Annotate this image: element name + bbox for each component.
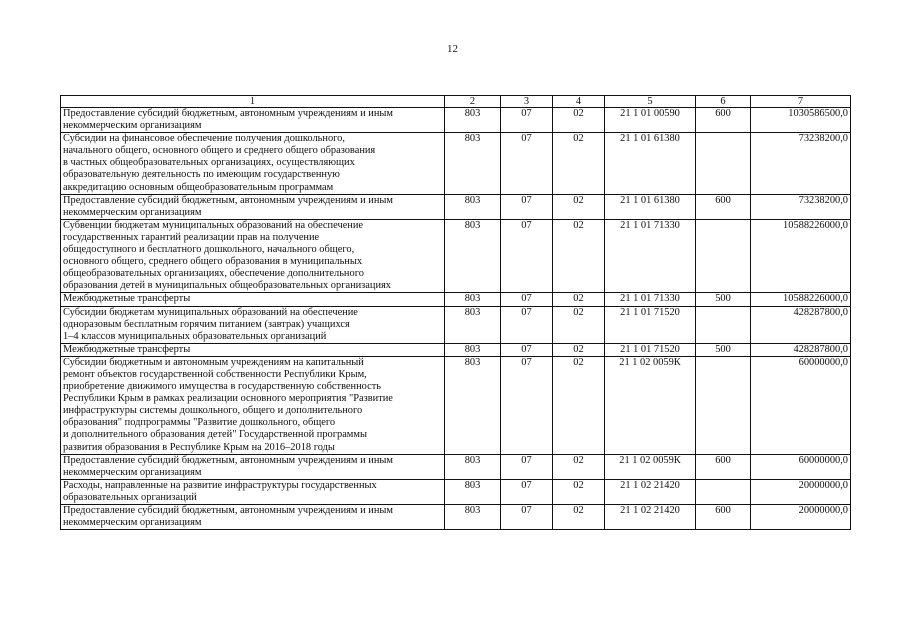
row-admin-code: 803 — [445, 479, 501, 504]
row-target-code: 21 1 02 21420 — [605, 479, 696, 504]
row-section: 07 — [501, 306, 553, 343]
row-target-code: 21 1 01 71520 — [605, 306, 696, 343]
row-expense-type: 600 — [696, 505, 751, 530]
row-expense-type: 500 — [696, 293, 751, 306]
header-row — [61, 96, 851, 108]
row-amount: 73238200,0 — [751, 133, 851, 194]
column-header-1: 1 — [61, 96, 445, 108]
column-header-5: 5 — [605, 96, 696, 108]
row-target-code: 21 1 02 0059К — [605, 356, 696, 454]
row-admin-code: 803 — [445, 108, 501, 133]
row-target-code: 21 1 01 00590 — [605, 108, 696, 133]
row-name: Субсидии на финансовое обеспечение получения дошкольного, начального общего, основного общего и среднего общего образования в частных общеобразовательных организациях, осуществляющих образовательную деятельность по имеющим государственную аккредитацию основным общеобразовательным программам — [61, 133, 445, 194]
row-section: 07 — [501, 505, 553, 530]
page-number: 12 — [447, 43, 458, 55]
row-expense-type: 600 — [696, 108, 751, 133]
row-expense-type — [696, 356, 751, 454]
row-target-code: 21 1 01 61380 — [605, 133, 696, 194]
row-section: 07 — [501, 479, 553, 504]
row-expense-type — [696, 133, 751, 194]
row-expense-type: 600 — [696, 454, 751, 479]
row-amount: 20000000,0 — [751, 479, 851, 504]
row-name: Субсидии бюджетам муниципальных образований на обеспечение одноразовым бесплатным горячим питанием (завтрак) учащихся 1–4 классов муниципальных образовательных организаций — [61, 306, 445, 343]
table-row — [61, 505, 851, 530]
row-subsection: 02 — [553, 219, 605, 293]
row-expense-type — [696, 306, 751, 343]
row-section: 07 — [501, 343, 553, 356]
row-amount: 428287800,0 — [751, 306, 851, 343]
row-admin-code: 803 — [445, 356, 501, 454]
table-row — [61, 454, 851, 479]
row-section: 07 — [501, 133, 553, 194]
row-admin-code: 803 — [445, 505, 501, 530]
row-section: 07 — [501, 454, 553, 479]
row-amount: 20000000,0 — [751, 505, 851, 530]
row-expense-type — [696, 479, 751, 504]
row-target-code: 21 1 01 71330 — [605, 293, 696, 306]
row-admin-code: 803 — [445, 293, 501, 306]
row-amount: 60000000,0 — [751, 454, 851, 479]
table-row — [61, 479, 851, 504]
row-amount: 60000000,0 — [751, 356, 851, 454]
row-subsection: 02 — [553, 133, 605, 194]
row-amount: 1030586500,0 — [751, 108, 851, 133]
table-row — [61, 194, 851, 219]
row-amount: 10588226000,0 — [751, 219, 851, 293]
row-subsection: 02 — [553, 108, 605, 133]
row-expense-type — [696, 219, 751, 293]
row-section: 07 — [501, 356, 553, 454]
row-admin-code: 803 — [445, 454, 501, 479]
row-section: 07 — [501, 194, 553, 219]
row-admin-code: 803 — [445, 133, 501, 194]
row-section: 07 — [501, 108, 553, 133]
row-subsection: 02 — [553, 293, 605, 306]
row-target-code: 21 1 02 21420 — [605, 505, 696, 530]
row-subsection: 02 — [553, 356, 605, 454]
table-row — [61, 133, 851, 194]
column-header-3: 3 — [501, 96, 553, 108]
table-row — [61, 356, 851, 454]
budget-table — [60, 95, 851, 530]
table-row — [61, 108, 851, 133]
row-name: Субсидии бюджетным и автономным учреждениям на капитальный ремонт объектов государственной собственности Республики Крым, приобретение движимого имущества в государственную собственность Республики Крым в рамках реализации основного мероприятия "Развитие инфраструктуры системы дошкольного, общего и дополнительного образования" подпрограммы "Развитие дошкольного, общего и дополнительного образования детей" Государственной программы развития образования в Республике Крым на 2016–2018 годы — [61, 356, 445, 454]
row-name: Межбюджетные трансферты — [61, 293, 445, 306]
table-row — [61, 293, 851, 306]
row-subsection: 02 — [553, 454, 605, 479]
column-header-2: 2 — [445, 96, 501, 108]
row-amount: 73238200,0 — [751, 194, 851, 219]
row-subsection: 02 — [553, 479, 605, 504]
row-section: 07 — [501, 293, 553, 306]
row-amount: 428287800,0 — [751, 343, 851, 356]
row-name: Предоставление субсидий бюджетным, автономным учреждениям и иным некоммерческим организациям — [61, 194, 445, 219]
row-name: Расходы, направленные на развитие инфраструктуры государственных образовательных организаций — [61, 479, 445, 504]
row-admin-code: 803 — [445, 194, 501, 219]
column-header-6: 6 — [696, 96, 751, 108]
column-header-4: 4 — [553, 96, 605, 108]
row-expense-type: 600 — [696, 194, 751, 219]
row-subsection: 02 — [553, 343, 605, 356]
row-target-code: 21 1 02 0059К — [605, 454, 696, 479]
row-expense-type: 500 — [696, 343, 751, 356]
table-row — [61, 343, 851, 356]
row-name: Субвенции бюджетам муниципальных образований на обеспечение государственных гарантий реализации прав на получение общедоступного и бесплатного дошкольного, начального общего, основного общего, среднего общего образования в муниципальных общеобразовательных организациях, обеспечение дополнительного образования детей в муниципальных общеобразовательных организациях — [61, 219, 445, 293]
row-admin-code: 803 — [445, 306, 501, 343]
row-target-code: 21 1 01 61380 — [605, 194, 696, 219]
row-subsection: 02 — [553, 505, 605, 530]
row-target-code: 21 1 01 71330 — [605, 219, 696, 293]
row-target-code: 21 1 01 71520 — [605, 343, 696, 356]
row-subsection: 02 — [553, 306, 605, 343]
row-subsection: 02 — [553, 194, 605, 219]
row-name: Предоставление субсидий бюджетным, автономным учреждениям и иным некоммерческим организациям — [61, 108, 445, 133]
row-name: Предоставление субсидий бюджетным, автономным учреждениям и иным некоммерческим организациям — [61, 505, 445, 530]
row-admin-code: 803 — [445, 219, 501, 293]
row-admin-code: 803 — [445, 343, 501, 356]
table-row — [61, 306, 851, 343]
row-amount: 10588226000,0 — [751, 293, 851, 306]
row-name: Межбюджетные трансферты — [61, 343, 445, 356]
row-section: 07 — [501, 219, 553, 293]
row-name: Предоставление субсидий бюджетным, автономным учреждениям и иным некоммерческим организациям — [61, 454, 445, 479]
column-header-7: 7 — [751, 96, 851, 108]
table-row — [61, 219, 851, 293]
